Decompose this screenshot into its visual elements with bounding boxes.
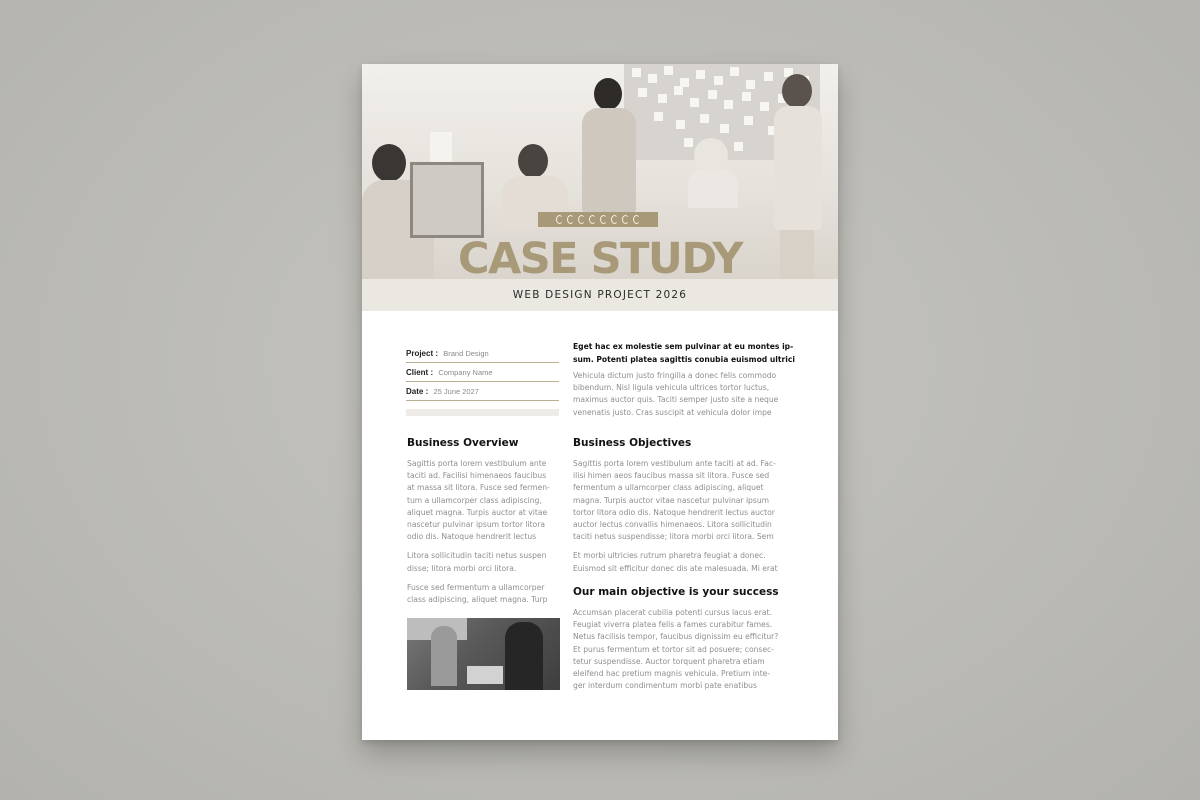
photo-laptop xyxy=(467,666,503,684)
person-standing-presenter xyxy=(580,78,640,213)
text-line: magna. Turpis auctor vitae nascetur pulvinar ipsum xyxy=(573,495,770,505)
text-line: class adipiscing, aliquet magna. Turp xyxy=(407,595,548,605)
sticky-note xyxy=(730,67,739,76)
team-meeting-photo xyxy=(407,618,560,690)
meta-label: Project : xyxy=(406,349,439,358)
sticky-note xyxy=(658,94,667,103)
meta-row-project xyxy=(406,345,559,363)
intro-line: venenatis justo. Cras suscipit at vehicula dolor impe xyxy=(573,407,772,417)
business-overview-heading: Business Overview xyxy=(407,437,519,449)
paragraph xyxy=(573,458,813,543)
text-line: tum a ullamcorper class adipiscing, xyxy=(407,495,542,505)
sticky-note xyxy=(674,86,683,95)
text-line: Et morbi ultricies rutrum pharetra feugiat a donec. xyxy=(573,551,766,561)
photo-person-right xyxy=(505,622,543,690)
paragraph xyxy=(407,582,567,606)
bookshelf xyxy=(410,162,484,238)
main-objective-text xyxy=(573,607,813,699)
text-line: Et purus fermentum et tortor sit ad posuere; consec- xyxy=(573,644,774,654)
paragraph xyxy=(407,550,567,574)
meta-value: Brand Design xyxy=(443,349,489,358)
lead-line: sum. Potenti platea sagittis conubia euismod ultrici xyxy=(573,354,795,364)
text-line: auctor lectus convallis himenaeos. Litora sollicitudin xyxy=(573,520,772,530)
text-line: disse; litora morbi orci litora. xyxy=(407,563,517,573)
meta-label: Client : xyxy=(406,368,434,377)
sticky-note xyxy=(744,116,753,125)
sticky-note xyxy=(696,70,705,79)
text-line: Fusce sed fermentum a ullamcorper xyxy=(407,582,545,592)
lead-paragraph xyxy=(573,341,805,366)
meta-label: Date : xyxy=(406,387,429,396)
main-objective-heading: Our main objective is your success xyxy=(573,586,779,598)
sticky-note xyxy=(664,66,673,75)
intro-line: Vehicula dictum justo fringilla a donec felis commodo xyxy=(573,371,777,380)
sticky-note xyxy=(690,98,699,107)
text-line: Feugiat viverra platea felis a fames curabitur fames. xyxy=(573,620,773,630)
intro-line: maximus auctor quis. Taciti semper justo site a neque xyxy=(573,395,779,405)
hero-section xyxy=(362,64,838,311)
meta-value: Company Name xyxy=(438,368,493,377)
lead-line: Eget hac ex molestie sem pulvinar at eu montes ip- xyxy=(573,342,794,351)
sticky-note xyxy=(700,114,709,123)
project-meta-table xyxy=(406,345,559,416)
plant-pot xyxy=(430,132,452,162)
paragraph xyxy=(407,458,567,543)
sticky-note xyxy=(708,90,717,99)
decorative-tag-bar xyxy=(538,212,658,227)
text-line: Sagittis porta lorem vestibulum ante xyxy=(407,459,547,468)
text-line: eleifend hac pretium magnis vehicula. Pretium inte- xyxy=(573,669,771,679)
meta-row-client xyxy=(406,364,559,382)
brochure-page xyxy=(362,64,838,740)
business-objectives-text xyxy=(573,458,813,582)
text-line: tortor litora odio dis. Natoque hendrerit lectus auctor xyxy=(573,507,775,517)
text-line: at massa sit litora. Fusce sed fermen- xyxy=(407,483,550,493)
meta-value: 25 June 2027 xyxy=(433,387,479,396)
text-line: ger interdum condimentum morbi pate enatibus xyxy=(573,681,757,691)
text-line: Litora sollicitudin taciti netus suspen xyxy=(407,551,547,561)
text-line: Sagittis porta lorem vestibulum ante taciti at ad. Fac- xyxy=(573,459,776,468)
paragraph xyxy=(573,607,813,692)
text-line: Euismod sit efficitur donec dis ate malesuada. Mi erat xyxy=(573,563,778,573)
person-back-view xyxy=(688,138,738,208)
photo-person-left xyxy=(431,626,457,686)
business-objectives-heading: Business Objectives xyxy=(573,437,692,449)
text-line: Netus facilisis tempor, faucibus dignissim eu efficitur? xyxy=(573,632,779,642)
business-overview-text xyxy=(407,458,567,613)
intro-line: bibendum. Nisl ligula vehicula ultrices tortor luctus, xyxy=(573,383,770,393)
text-line: nascetur pulvinar ipsum tortor litora xyxy=(407,520,545,530)
sticky-note xyxy=(648,74,657,83)
sticky-note xyxy=(724,100,733,109)
sticky-note xyxy=(742,92,751,101)
document-subtitle: WEB DESIGN PROJECT 2026 xyxy=(512,289,688,301)
text-line: fermentum a ullamcorper class adipiscing, aliquet xyxy=(573,483,764,493)
text-line: odio dis. Natoque hendrerit lectus xyxy=(407,532,537,542)
text-line: taciti netus suspendisse; litora morbi orci litora. Sem xyxy=(573,532,774,542)
text-line: tetur suspendisse. Auctor torquent pharetra etiam xyxy=(573,656,765,666)
sticky-note xyxy=(720,124,729,133)
sticky-note xyxy=(760,102,769,111)
text-line: ilisi himen aeos faucibus massa sit litora. Fusce sed xyxy=(573,471,770,481)
text-line: aliquet magna. Turpis auctor at vitae xyxy=(407,507,548,517)
meta-row-date xyxy=(406,383,559,401)
sticky-note xyxy=(632,68,641,77)
sticky-note xyxy=(676,120,685,129)
text-line: taciti ad. Facilisi himenaeos faucibus xyxy=(407,471,547,481)
text-line: Accumsan placerat cubilia potenti cursus lacus erat. xyxy=(573,608,772,617)
paragraph xyxy=(573,550,813,574)
meta-divider-band xyxy=(406,409,559,416)
intro-paragraph xyxy=(573,370,813,419)
document-title: CASE STUDY xyxy=(457,234,743,284)
sticky-note xyxy=(714,76,723,85)
sticky-note xyxy=(654,112,663,121)
sticky-note xyxy=(746,80,755,89)
